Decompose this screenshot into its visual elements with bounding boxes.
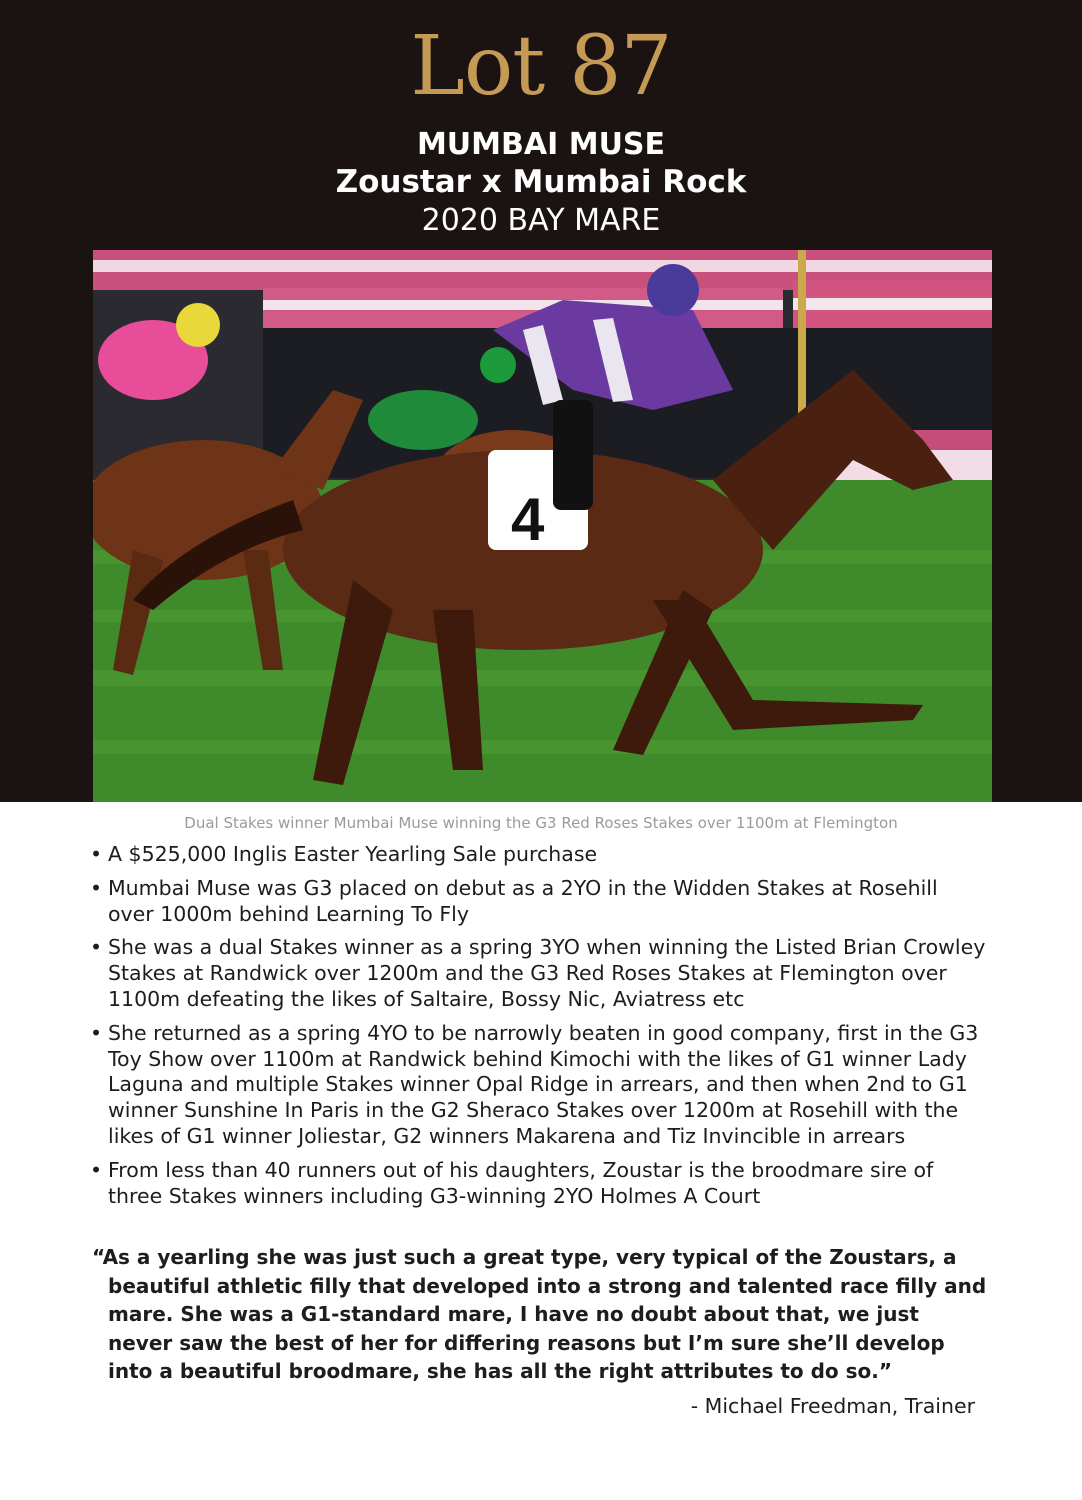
pedigree: Zoustar x Mumbai Rock [335, 164, 747, 200]
photo-caption: Dual Stakes winner Mumbai Muse winning the G3 Red Roses Stakes over 1100m at Flemington [184, 814, 898, 832]
highlights-list [88, 842, 988, 1217]
quote-attribution: - Michael Freedman, Trainer [690, 1394, 975, 1418]
list-item: • From less than 40 runners out of his daughters, Zoustar is the broodmare sire of three Stakes winners including G3-winning 2YO Holmes A Court [88, 1158, 988, 1210]
list-item: • She returned as a spring 4YO to be narrowly beaten in good company, first in the G3 Toy Show over 1100m at Randwick behind Kimochi with the likes of G1 winner Lady Laguna and multiple Stakes winner Opal Ridge in arrears, and then when 2nd to G1 winner Sunshine In Paris in the G2 Sheraco Stakes over 1200m at Rosehill with the likes of G1 winner Joliestar, G2 winners Makarena and Tiz Invincible in arrears [88, 1021, 988, 1150]
horse-description: 2020 BAY MARE [421, 203, 661, 238]
horse-name: MUMBAI MUSE [416, 127, 666, 162]
saddle-number: 4 [511, 486, 545, 553]
lot-number: Lot 87 [410, 19, 672, 114]
list-item: • Mumbai Muse was G3 placed on debut as a 2YO in the Widden Stakes at Rosehill over 1000m behind Learning To Fly [88, 876, 988, 928]
list-item: • A $525,000 Inglis Easter Yearling Sale purchase [88, 842, 988, 868]
trainer-quote: “As a yearling she was just such a great type, very typical of the Zoustars, a beautiful athletic filly that developed into a strong and talented race filly and mare. She was a G1-standard mare, I have no doubt about that, we just never saw the best of her for differing reasons but I’m sure she’ll develop into a beautiful broodmare, she has all the right attributes to do so.” [92, 1245, 987, 1384]
race-photo [93, 250, 992, 802]
list-item: • She was a dual Stakes winner as a spring 3YO when winning the Listed Brian Crowley Stakes at Randwick over 1200m and the G3 Red Roses Stakes at Flemington over 1100m defeating the likes of Saltaire, Bossy Nic, Aviatress etc [88, 935, 988, 1012]
